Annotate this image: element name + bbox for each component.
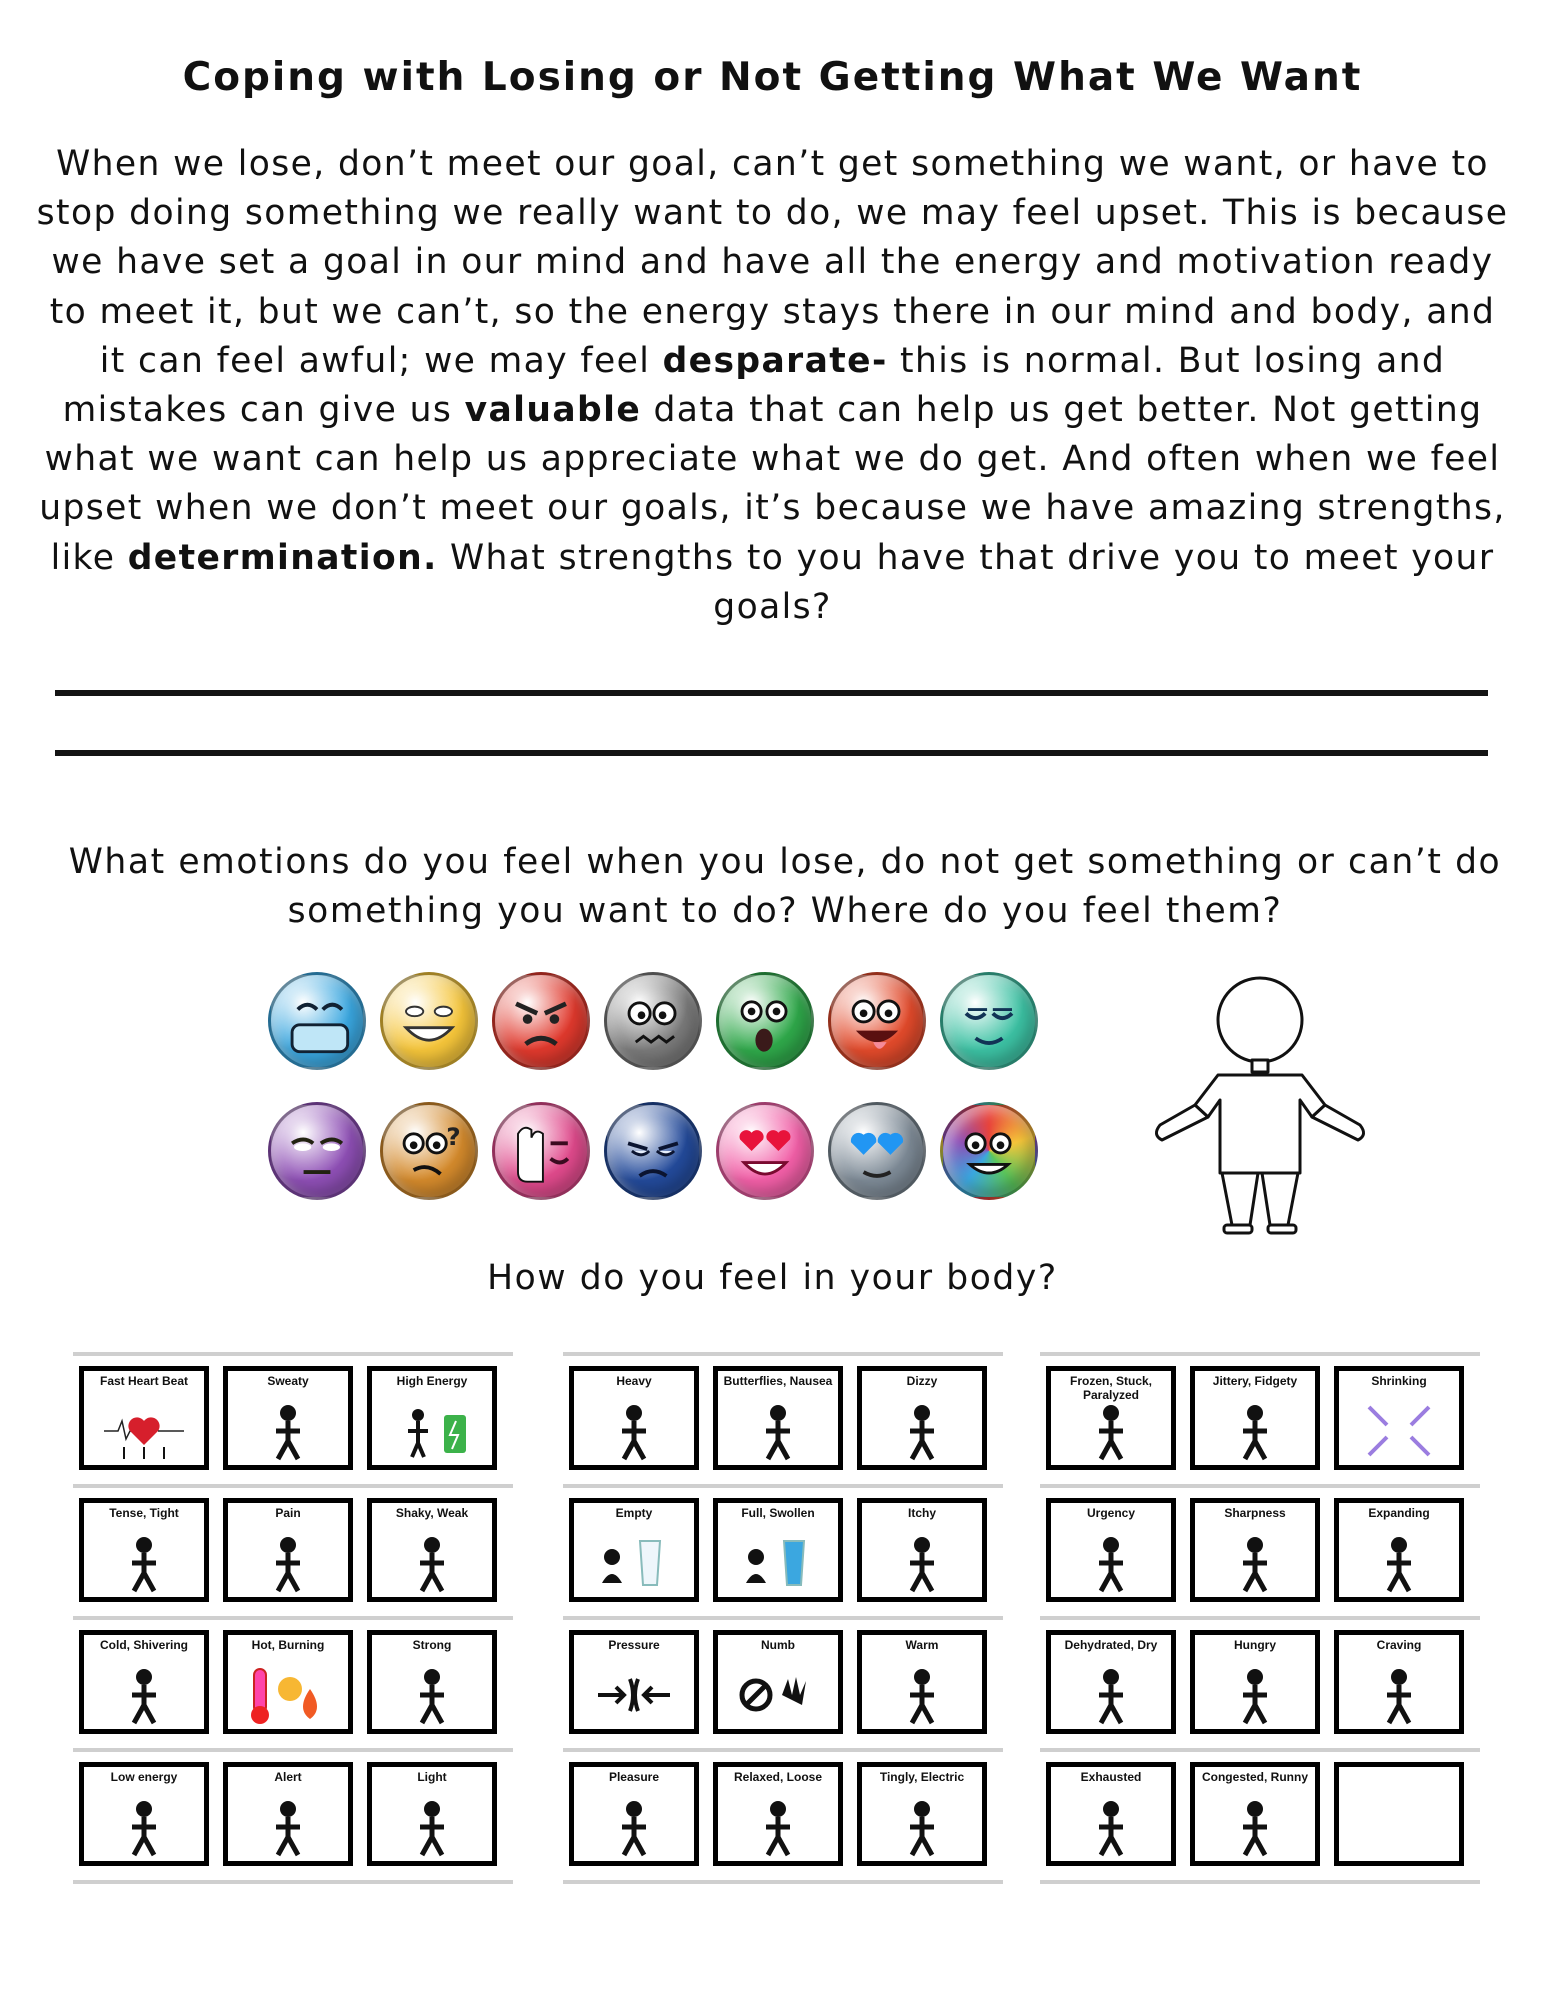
sensation-card[interactable] — [1334, 1366, 1464, 1470]
flex-heart-icon — [392, 1665, 472, 1725]
body-feelings-question: How do you feel in your body? — [487, 1258, 1058, 1298]
intro-text: this is normal. But losing and mistakes can give us — [62, 340, 1446, 431]
intro-bold-determination: determination. — [127, 537, 438, 578]
svg-text:?: ? — [446, 1122, 461, 1152]
sensation-card-label: Hot, Burning — [251, 1638, 325, 1652]
empty-glass-icon — [594, 1533, 674, 1593]
sensation-card-label: Heavy — [616, 1374, 652, 1388]
sensation-card[interactable] — [857, 1630, 987, 1734]
shrink-arrows-icon — [1359, 1401, 1439, 1461]
intro-text: What strengths to you have that drive you to meet your goals? — [437, 537, 1495, 627]
love-face-icon[interactable] — [716, 1102, 814, 1200]
sensation-card-label: Frozen, Stuck, Paralyzed — [1069, 1374, 1152, 1402]
sensation-card[interactable] — [367, 1366, 497, 1470]
sensation-card-label: Full, Swollen — [741, 1506, 815, 1520]
sensation-card-label: Dizzy — [906, 1374, 938, 1388]
sensation-card[interactable] — [713, 1630, 843, 1734]
sensation-card[interactable] — [569, 1366, 699, 1470]
sensation-card[interactable] — [1334, 1762, 1464, 1866]
card-row-divider — [73, 1352, 513, 1356]
page-title: Coping with Losing or Not Getting What We Want — [182, 55, 1363, 100]
sensation-card[interactable] — [79, 1762, 209, 1866]
sensation-card-label: Craving — [1376, 1638, 1422, 1652]
angry-face-icon[interactable] — [492, 972, 590, 1070]
rainbow-face-icon[interactable] — [940, 1102, 1038, 1200]
sensation-card-label: Jittery, Fidgety — [1212, 1374, 1298, 1388]
stomach-icon — [738, 1401, 818, 1461]
sensation-card[interactable] — [713, 1498, 843, 1602]
sensation-card[interactable] — [79, 1498, 209, 1602]
sensation-card-label: Shrinking — [1371, 1374, 1427, 1388]
sensation-card[interactable] — [1190, 1762, 1320, 1866]
sensation-card-label: Pleasure — [608, 1770, 660, 1784]
card-row-divider — [73, 1616, 513, 1620]
cool-face-icon[interactable] — [828, 1102, 926, 1200]
sensation-card[interactable] — [1046, 1366, 1176, 1470]
sensation-card[interactable] — [1190, 1366, 1320, 1470]
weight-rock-icon — [594, 1401, 674, 1461]
sensation-card-label: Empty — [615, 1506, 653, 1520]
expanding-person-icon — [1359, 1533, 1439, 1593]
sensation-card[interactable] — [1190, 1630, 1320, 1734]
sensation-card-label: Exhausted — [1080, 1770, 1142, 1784]
card-row-divider — [1040, 1748, 1480, 1752]
sensation-card[interactable] — [1334, 1630, 1464, 1734]
body-outline-icon — [1140, 975, 1380, 1235]
sensation-card-label: Butterflies, Nausea — [723, 1374, 833, 1388]
sensation-card-label: Dehydrated, Dry — [1064, 1638, 1158, 1652]
sensation-card-label: Sharpness — [1224, 1506, 1286, 1520]
bored-face-icon[interactable] — [268, 1102, 366, 1200]
sensation-card-label: Pressure — [608, 1638, 660, 1652]
sensation-card[interactable] — [1046, 1762, 1176, 1866]
answer-line-2[interactable] — [55, 750, 1488, 756]
sensation-card-label: Shaky, Weak — [395, 1506, 469, 1520]
battery-icon — [392, 1401, 472, 1461]
pleasure-person-icon — [594, 1797, 674, 1857]
sad-face-icon[interactable] — [604, 1102, 702, 1200]
sensation-card-label: Strong — [412, 1638, 452, 1652]
sensation-card[interactable] — [223, 1630, 353, 1734]
sensation-card[interactable] — [1190, 1498, 1320, 1602]
statue-water-icon — [1071, 1401, 1151, 1461]
fidget-person-icon — [1215, 1401, 1295, 1461]
sensation-card-label: Low energy — [110, 1770, 178, 1784]
full-glass-icon — [738, 1533, 818, 1593]
card-row-divider — [73, 1484, 513, 1488]
tingly-person-icon — [882, 1797, 962, 1857]
card-row-divider — [73, 1748, 513, 1752]
heart-icon — [104, 1401, 184, 1461]
sensation-card[interactable] — [857, 1366, 987, 1470]
hands-icon — [248, 1401, 328, 1461]
eye-ear-icon — [248, 1797, 328, 1857]
hammock-icon — [738, 1797, 818, 1857]
sensation-card-label: Warm — [905, 1638, 939, 1652]
worried-face-icon[interactable] — [604, 972, 702, 1070]
intro-paragraph — [36, 140, 1509, 632]
sensation-card-label: Hungry — [1234, 1638, 1276, 1652]
sensation-card[interactable] — [857, 1498, 987, 1602]
sensation-card[interactable] — [713, 1762, 843, 1866]
sharp-arrow-icon — [1215, 1533, 1295, 1593]
warm-person-icon — [882, 1665, 962, 1725]
sensation-card[interactable] — [367, 1762, 497, 1866]
thermometer-fire-icon — [248, 1665, 328, 1725]
sensation-card[interactable] — [1046, 1498, 1176, 1602]
card-row-divider — [1040, 1484, 1480, 1488]
card-row-divider — [563, 1748, 1003, 1752]
answer-line-1[interactable] — [55, 690, 1488, 696]
shiver-icon — [104, 1665, 184, 1725]
sensation-card[interactable] — [223, 1498, 353, 1602]
dry-tree-icon — [1071, 1665, 1151, 1725]
sensation-card[interactable] — [857, 1762, 987, 1866]
desk-sleep-icon — [1071, 1797, 1151, 1857]
embarrassed-face-icon[interactable] — [492, 1102, 590, 1200]
sensation-card-label: Itchy — [907, 1506, 936, 1520]
card-row-divider — [563, 1484, 1003, 1488]
sensation-card[interactable] — [223, 1366, 353, 1470]
card-row-divider — [1040, 1616, 1480, 1620]
sensation-card[interactable] — [569, 1762, 699, 1866]
sensation-card-label: Tense, Tight — [109, 1506, 179, 1520]
card-row-divider — [1040, 1880, 1480, 1884]
numb-hands-icon — [738, 1665, 818, 1725]
hungry-person-icon — [1215, 1665, 1295, 1725]
card-row-divider — [563, 1880, 1003, 1884]
sensation-card[interactable] — [1334, 1498, 1464, 1602]
jump-icon — [392, 1797, 472, 1857]
sensation-card-label: Light — [417, 1770, 447, 1784]
sensation-card[interactable] — [1046, 1630, 1176, 1734]
silly-face-icon[interactable] — [828, 972, 926, 1070]
shaky-person-icon — [392, 1533, 472, 1593]
sensation-card[interactable] — [713, 1366, 843, 1470]
head-pain-icon — [248, 1533, 328, 1593]
card-row-divider — [73, 1880, 513, 1884]
sensation-card[interactable] — [367, 1630, 497, 1734]
sensation-card[interactable] — [569, 1498, 699, 1602]
craving-person-icon — [1359, 1665, 1439, 1725]
tired-walk-icon — [104, 1797, 184, 1857]
intro-bold-valuable: valuable — [464, 390, 642, 431]
sensation-card-label: Urgency — [1086, 1506, 1136, 1520]
calm-face-icon[interactable] — [940, 972, 1038, 1070]
sensation-card-label: Fast Heart Beat — [99, 1374, 189, 1388]
emotions-question: What emotions do you feel when you lose, do not get something or can’t do something you want to do? Where do you feel them? — [68, 842, 1502, 931]
card-row-divider — [563, 1352, 1003, 1356]
sensation-card[interactable] — [569, 1630, 699, 1734]
pressure-arrows-icon — [594, 1665, 674, 1725]
sensation-card[interactable] — [79, 1630, 209, 1734]
lightning-icon — [104, 1533, 184, 1593]
intro-text: data that can help us get better. Not getting what we want can help us appreciate what we do get. And often when we feel upset when we don’t meet our goals, it’s because we have amazing strengths, like — [39, 390, 1506, 578]
itchy-hand-icon — [882, 1533, 962, 1593]
sensation-card-label: Numb — [761, 1638, 795, 1652]
sensation-card-label: Alert — [274, 1770, 302, 1784]
intro-bold-desparate: desparate- — [662, 340, 888, 381]
sensation-card-label: Expanding — [1368, 1506, 1430, 1520]
sensation-card-label: Sweaty — [267, 1374, 309, 1388]
running-clock-icon — [1071, 1533, 1151, 1593]
sensation-card-label: Pain — [275, 1506, 301, 1520]
confused-face-icon[interactable] — [380, 1102, 478, 1200]
anxious-face-icon[interactable] — [268, 972, 366, 1070]
happy-face-icon[interactable] — [380, 972, 478, 1070]
sensation-card[interactable] — [79, 1366, 209, 1470]
card-row-divider — [1040, 1352, 1480, 1356]
intro-text: When we lose, don’t meet our goal, can’t get something we want, or have to stop doing something we really want to do, we may feel upset. This is because we have set a goal in our mind and have all the energy and motivation ready to meet it, but we can’t, so the energy stays there in our mind and body, and it can feel awful; we may feel — [36, 144, 1509, 381]
sensation-card-label: Congested, Runny — [1201, 1770, 1308, 1784]
card-row-divider — [563, 1616, 1003, 1620]
dizzy-person-icon — [882, 1401, 962, 1461]
sensation-card[interactable] — [223, 1762, 353, 1866]
sensation-card[interactable] — [367, 1498, 497, 1602]
shocked-face-icon[interactable] — [716, 972, 814, 1070]
sensation-card-label: Cold, Shivering — [99, 1638, 188, 1652]
sensation-card-label: Relaxed, Loose — [733, 1770, 823, 1784]
sensation-card-label: High Energy — [396, 1374, 468, 1388]
runny-nose-icon — [1215, 1797, 1295, 1857]
sensation-card-label: Tingly, Electric — [879, 1770, 965, 1784]
